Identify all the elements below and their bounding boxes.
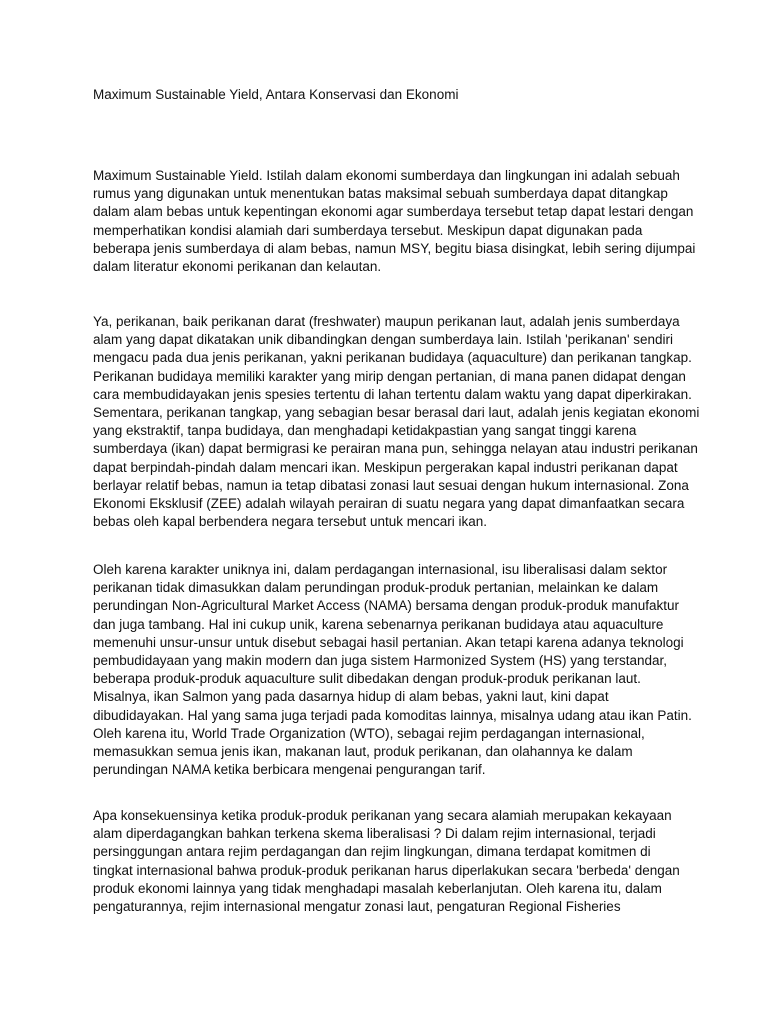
paragraph-line: Apa konsekuensinya ketika produk-produk perikanan yang secara alamiah merupakan kekayaan — [93, 808, 672, 823]
paragraph-line: sumberdaya (ikan) dapat bermigrasi ke perairan mana pun, sehingga nelayan atau industri perikanan — [93, 441, 698, 457]
paragraph-line: dapat berpindah-pindah dalam mencari ikan. Meskipun pergerakan kapal industri perikanan dapat — [93, 459, 678, 475]
paragraph-line: beberapa produk-produk aquaculture sulit dibedakan dengan produk-produk perikanan laut. — [93, 671, 641, 687]
paragraph-line: perundingan NAMA ketika berbicara mengenai pengurangan tarif. — [93, 762, 486, 778]
paragraph-line: pembudidayaan yang makin modern dan juga sistem Harmonized System (HS) yang terstandar, — [93, 653, 668, 669]
paragraph-line: Ekonomi Eksklusif (ZEE) adalah wilayah perairan di suatu negara yang dapat dimanfaatkan secara — [93, 496, 685, 512]
paragraph-line: berlayar relatif bebas, namun ia tetap dibatasi zonasi laut sesuai dengan hukum internasional. Zona — [93, 477, 689, 493]
paragraph-line: rumus yang digunakan untuk menentukan batas maksimal sebuah sumberdaya dapat ditangkap — [93, 186, 668, 202]
paragraph-line: bebas oleh kapal berbendera negara tersebut untuk mencari ikan. — [93, 514, 488, 530]
paragraph-line: Oleh karena itu, World Trade Organization (WTO), sebagai rejim perdagangan internasional, — [93, 725, 645, 741]
paragraph-line: perikanan tidak dimasukkan dalam perundingan produk-produk pertanian, melainkan ke dalam — [93, 580, 659, 596]
paragraph-line: alam diperdagangkan bahkan terkena skema liberalisasi ? Di dalam rejim internasional, terjadi — [93, 826, 656, 842]
document-title: Maximum Sustainable Yield, Antara Konservasi dan Ekonomi — [93, 87, 459, 102]
paragraph-line: tingkat internasional bahwa produk-produk perikanan harus diperlakukan secara 'berbeda' dengan — [93, 862, 680, 878]
paragraph-line: memperhatikan kondisi alamiah dari sumberdaya tersebut. Meskipun dapat digunakan pada — [93, 222, 643, 238]
paragraph-line: cara membudidayakan jenis spesies tertentu di lahan tertentu dalam waktu yang dapat diperkirakan. — [93, 386, 692, 402]
paragraph-line: mengacu pada dua jenis perikanan, yakni perikanan budidaya (aquaculture) dan perikanan tangkap. — [93, 350, 692, 366]
paragraph-2 — [93, 313, 699, 531]
paragraph-line: beberapa jenis sumberdaya di alam bebas, namun MSY, begitu biasa disingkat, lebih sering dijumpai — [93, 240, 696, 256]
paragraph-line: pengaturannya, rejim internasional mengatur zonasi laut, pengaturan Regional Fisheries — [93, 899, 621, 915]
paragraph-line: Ya, perikanan, baik perikanan darat (freshwater) maupun perikanan laut, adalah jenis sumberdaya — [93, 314, 680, 329]
paragraph-line: memenuhi unsur-unsur untuk disebut sebagai hasil pertanian. Akan tetapi karena adanya teknologi — [93, 634, 684, 650]
paragraph-line: Perikanan budidaya memiliki karakter yang mirip dengan pertanian, di mana panen didapat dengan — [93, 368, 686, 384]
paragraph-4 — [93, 807, 680, 916]
paragraph-line: dibudidayakan. Hal yang sama juga terjadi pada komoditas lainnya, misalnya udang atau ikan Patin. — [93, 707, 692, 723]
paragraph-line: alam yang dapat dikatakan unik dibandingkan dengan sumberdaya lain. Istilah 'perikanan' sendiri — [93, 332, 674, 348]
paragraph-line: Misalnya, ikan Salmon yang pada dasarnya hidup di alam bebas, yakni laut, kini dapat — [93, 689, 609, 705]
paragraph-line: dan juga tambang. Hal ini cukup unik, karena sebenarnya perikanan budidaya atau aquaculture — [93, 616, 664, 632]
paragraph-line: Sementara, perikanan tangkap, yang sebagian besar berasal dari laut, adalah jenis kegiatan ekonomi — [93, 405, 700, 421]
paragraph-line: yang ekstraktif, tanpa budidaya, dan menghadapi ketidakpastian yang sangat tinggi karena — [93, 423, 637, 439]
paragraph-line: dalam alam bebas untuk kepentingan ekonomi agar sumberdaya tersebut tetap dapat lestari dengan — [93, 204, 694, 220]
paragraph-line: memasukkan semua jenis ikan, makanan laut, produk perikanan, dan olahannya ke dalam — [93, 744, 633, 760]
paragraph-3 — [93, 561, 692, 779]
paragraph-line: Maximum Sustainable Yield. Istilah dalam ekonomi sumberdaya dan lingkungan ini adalah sebuah — [93, 168, 680, 183]
paragraph-line: perundingan Non-Agricultural Market Access (NAMA) bersama dengan produk-produk manufaktur — [93, 598, 680, 614]
paragraph-line: persinggungan antara rejim perdagangan dan rejim lingkungan, dimana terdapat komitmen di — [93, 844, 651, 860]
paragraph-line: produk ekonomi lainnya yang tidak menghadapi masalah keberlanjutan. Oleh karena itu, dalam — [93, 880, 662, 896]
paragraph-1 — [93, 167, 695, 276]
paragraph-line: dalam literatur ekonomi perikanan dan kelautan. — [93, 259, 382, 275]
paragraph-line: Oleh karena karakter uniknya ini, dalam perdagangan internasional, isu liberalisasi dalam sektor — [93, 562, 668, 577]
